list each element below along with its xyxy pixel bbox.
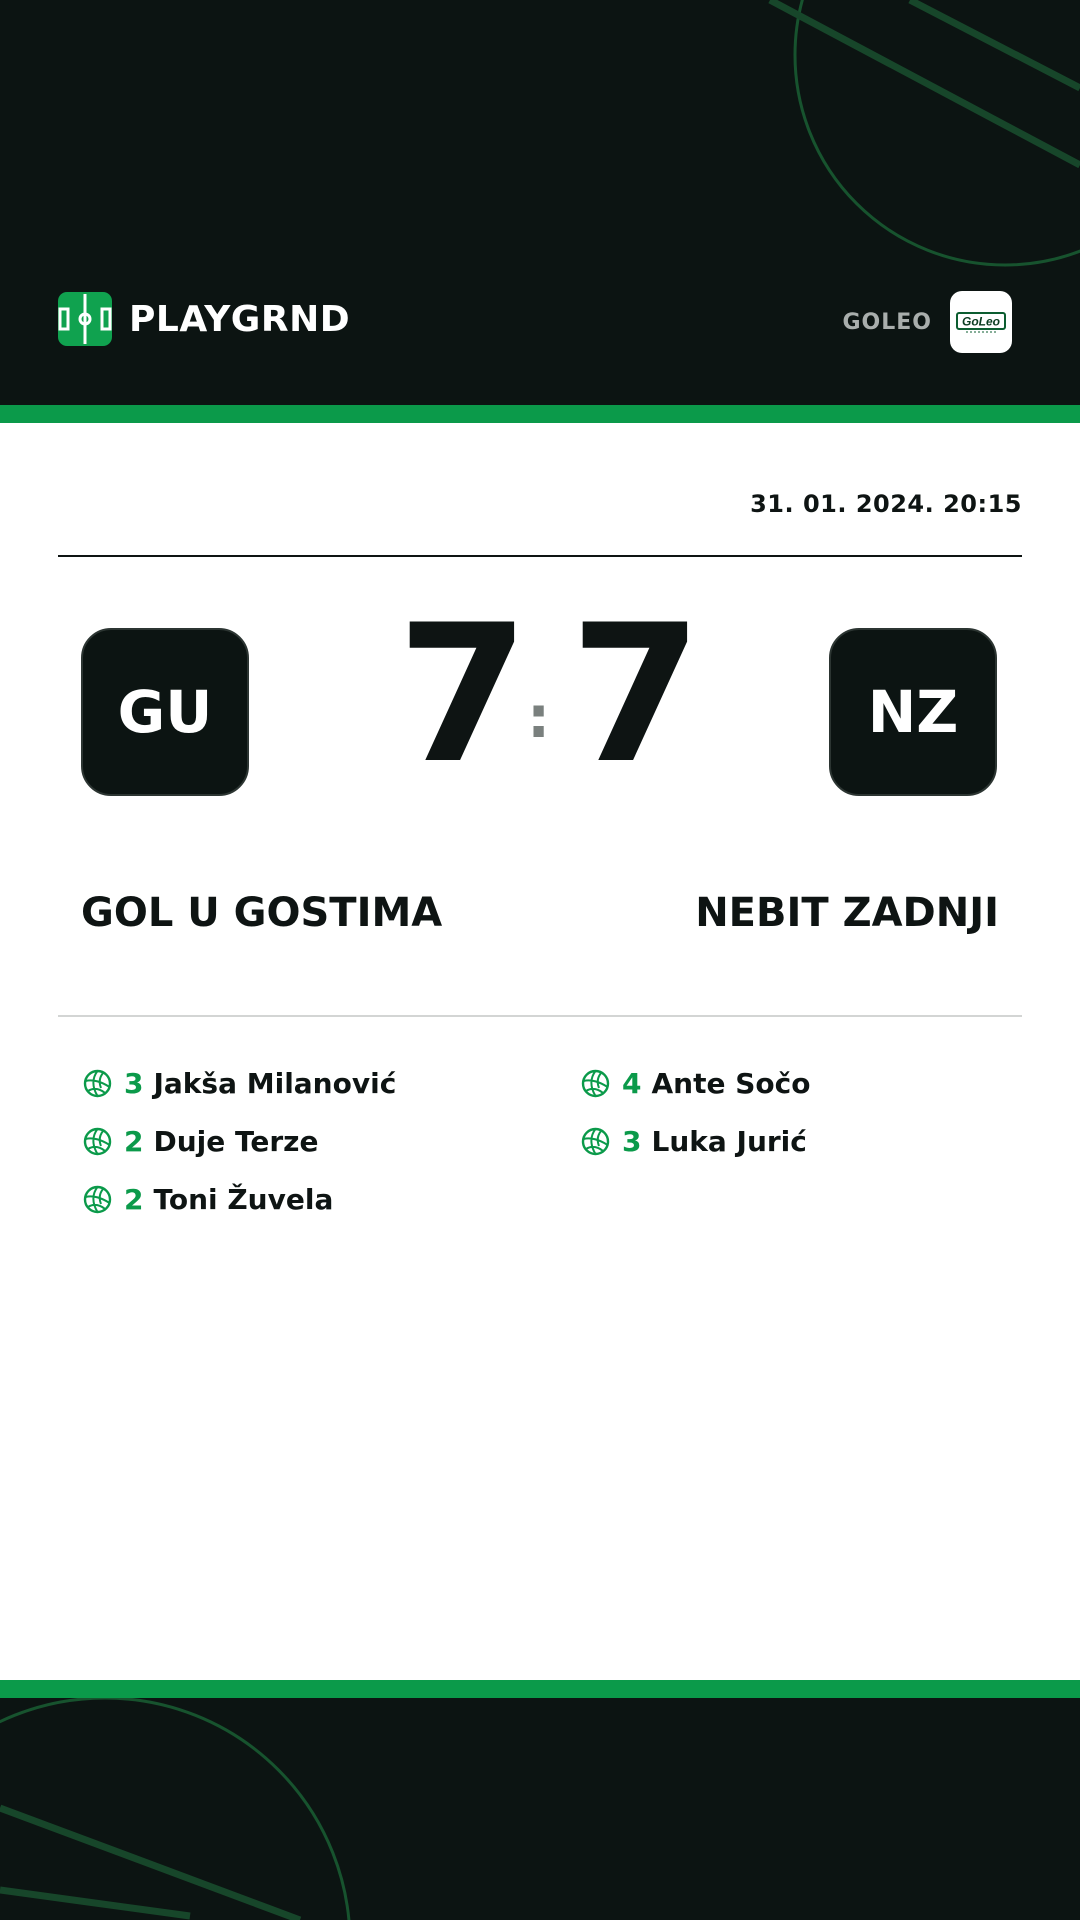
football-ball-icon: [83, 1185, 112, 1214]
scorer-goals: 4: [622, 1066, 642, 1100]
football-ball-icon: [83, 1127, 112, 1156]
home-team-badge: GU: [81, 628, 249, 796]
football-ball-icon: [581, 1127, 610, 1156]
partner-name: GOLEO: [842, 309, 932, 335]
scorer-item: [83, 1068, 396, 1098]
home-score: 7: [397, 584, 530, 805]
football-ball-icon: [581, 1069, 610, 1098]
score-separator: :: [527, 683, 551, 751]
away-team-name: NEBIT ZADNJI: [695, 890, 999, 936]
divider: [58, 555, 1022, 557]
football-ball-icon: [83, 1069, 112, 1098]
header: [0, 0, 1080, 405]
scorer-name: Duje Terze: [153, 1124, 319, 1158]
home-team-name: GOL U GOSTIMA: [81, 890, 443, 936]
scorer-name: Luka Jurić: [651, 1124, 807, 1158]
footer: [0, 1698, 1080, 1920]
scorer-item: [83, 1184, 396, 1214]
scorer-name: Ante Sočo: [651, 1066, 811, 1100]
partner-logo-text: GoLeo: [962, 314, 1000, 329]
scorer-name: Jakša Milanović: [153, 1066, 397, 1100]
partner: [842, 291, 1012, 353]
scorer-goals: 3: [622, 1124, 642, 1158]
brand: [58, 291, 350, 347]
football-pitch-icon: [58, 292, 112, 346]
accent-band-bottom: [0, 1680, 1080, 1698]
partner-logo: [950, 291, 1012, 353]
scorer-name: Toni Žuvela: [153, 1182, 334, 1216]
brand-name: PLAYGRND: [129, 298, 351, 340]
scorer-item: [581, 1068, 810, 1098]
scorer-goals: 3: [124, 1066, 144, 1100]
home-scorers-list: [83, 1068, 396, 1242]
pitch-lines-decoration: [0, 1698, 1080, 1920]
match-datetime: 31. 01. 2024. 20:15: [750, 490, 1022, 518]
scorer-goals: 2: [124, 1182, 144, 1216]
away-team-badge: NZ: [829, 628, 997, 796]
accent-band-top: [0, 405, 1080, 423]
scorer-item: [581, 1126, 810, 1156]
scorer-item: [83, 1126, 396, 1156]
divider: [58, 1015, 1022, 1017]
away-score: 7: [570, 584, 703, 805]
scorer-goals: 2: [124, 1124, 144, 1158]
away-scorers-list: [581, 1068, 810, 1184]
